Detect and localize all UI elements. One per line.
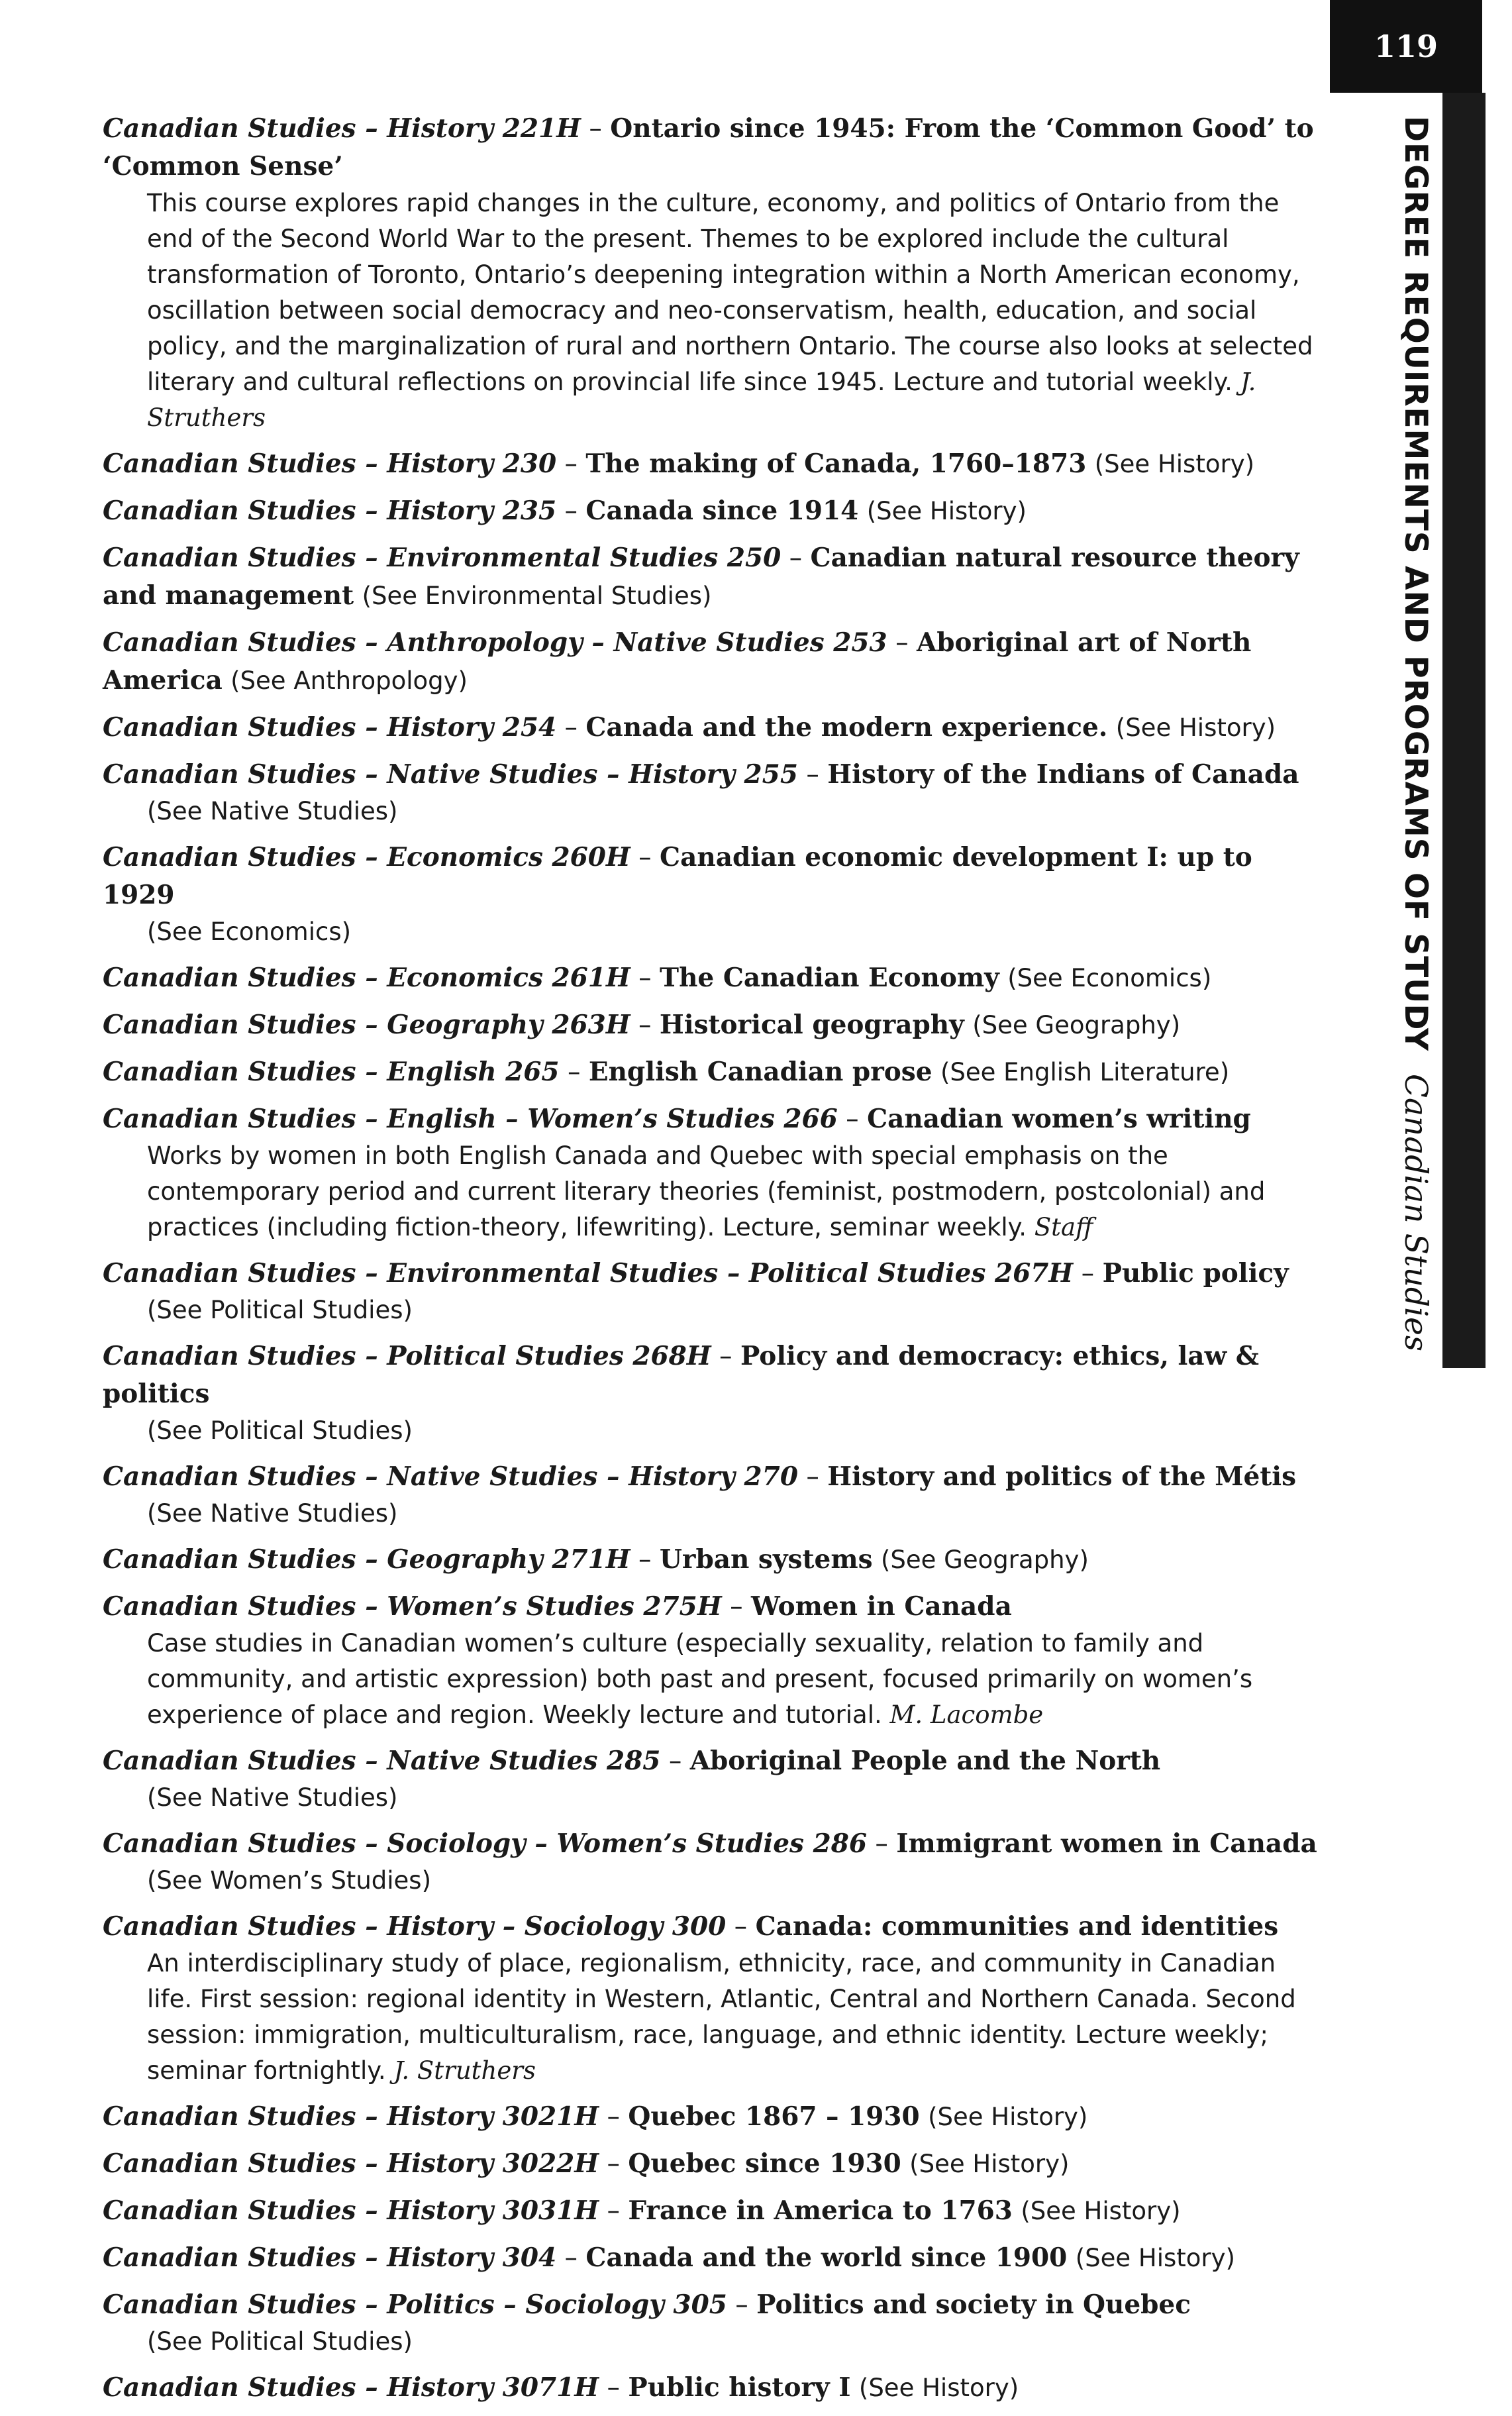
course-entry xyxy=(103,1588,1321,1733)
course-code: Canadian Studies – Native Studies – History 255 xyxy=(103,759,798,790)
course-code: Canadian Studies – Environmental Studies 250 xyxy=(103,543,781,573)
description-text: Case studies in Canadian women’s culture (especially sexuality, relation to family and community, and artistic expression) both past and present, focused primarily on women’s experience of place and region. Weekly lecture and tutorial. xyxy=(147,1629,1253,1729)
course-title: The Canadian Economy xyxy=(660,963,999,993)
course-heading: Canadian Studies – History 3021H – Quebec 1867 – 1930 (See History) xyxy=(103,2101,1088,2132)
page-number: 119 xyxy=(1330,0,1482,93)
course-heading: Canadian Studies – History 304 – Canada and the world since 1900 (See History) xyxy=(103,2242,1235,2273)
course-title: Policy and democracy: ethics, law & politics xyxy=(103,1341,1259,1409)
section-tab-bar xyxy=(1442,93,1486,1368)
course-entry xyxy=(103,2369,1321,2407)
course-heading: Canadian Studies – Geography 271H – Urban systems (See Geography) xyxy=(103,1544,1089,1575)
course-entry xyxy=(103,1255,1321,1328)
course-code: Canadian Studies – Environmental Studies – Political Studies 267H xyxy=(103,1258,1074,1288)
course-code: Canadian Studies – Anthropology – Native Studies 253 xyxy=(103,627,887,658)
section-heading: DEGREE REQUIREMENTS AND PROGRAMS OF STUDY xyxy=(1397,116,1434,1052)
see-reference: (See Economics) xyxy=(147,918,352,946)
course-entry xyxy=(103,1742,1321,1816)
course-code: Canadian Studies – History – Sociology 300 xyxy=(103,1911,727,1942)
course-heading: Canadian Studies – Political Studies 268H – Policy and democracy: ethics, law & politics xyxy=(103,1341,1259,1409)
description-text: This course explores rapid changes in the culture, economy, and politics of Ontario from the end of the Second World War to the present. Themes to be explored include the cultural transformation of Toronto, Ontario’s deepening integration within a North American economy, oscillation between social democracy and neo-conservatism, health, education, and social policy, and the marginalization of rural and northern Ontario. The course also looks at selected literary and cultural reflections on provincial life since 1945. Lecture and tutorial weekly. xyxy=(147,189,1313,396)
course-title: Women in Canada xyxy=(750,1591,1012,1622)
course-code: Canadian Studies – Geography 271H xyxy=(103,1544,630,1575)
instructor-name: J. Struthers xyxy=(393,2056,536,2085)
course-title: Aboriginal art of North America xyxy=(103,627,1252,696)
course-code: Canadian Studies – Geography 263H xyxy=(103,1010,630,1040)
instructor-name: Staff xyxy=(1034,1213,1093,1241)
course-entry xyxy=(103,2192,1321,2230)
course-entry xyxy=(103,1908,1321,2089)
see-reference: (See Environmental Studies) xyxy=(362,582,712,610)
course-title: Canada: communities and identities xyxy=(755,1911,1279,1942)
see-reference: (See History) xyxy=(866,497,1027,525)
course-code: Canadian Studies – History 3031H xyxy=(103,2195,599,2226)
course-entry xyxy=(103,2145,1321,2183)
course-entry xyxy=(103,959,1321,997)
see-reference: (See Political Studies) xyxy=(147,2327,413,2356)
see-reference: (See Anthropology) xyxy=(230,666,468,695)
course-entry xyxy=(103,1458,1321,1532)
see-reference: (See History) xyxy=(1075,2244,1235,2272)
see-reference: (See Economics) xyxy=(1007,964,1212,992)
see-reference: (See Native Studies) xyxy=(147,1783,398,1812)
course-heading: Canadian Studies – History 3071H – Public history I (See History) xyxy=(103,2372,1019,2403)
course-code: Canadian Studies – History 3021H xyxy=(103,2101,599,2132)
course-title: The making of Canada, 1760–1873 xyxy=(585,448,1087,479)
course-code: Canadian Studies – English 265 xyxy=(103,1057,560,1087)
course-description xyxy=(103,1138,1321,1245)
course-title: Canadian natural resource theory and management xyxy=(103,543,1299,611)
course-heading: Canadian Studies – Native Studies – History 270 – History and politics of the Métis xyxy=(103,1461,1297,1492)
course-title: France in America to 1763 xyxy=(628,2195,1013,2226)
course-code: Canadian Studies – Sociology – Women’s Studies 286 xyxy=(103,1828,867,1859)
course-heading: Canadian Studies – History 221H – Ontario since 1945: From the ‘Common Good’ to ‘Common Sense’ xyxy=(103,113,1314,182)
see-reference: (See Women’s Studies) xyxy=(147,1866,432,1895)
course-title: Quebec 1867 – 1930 xyxy=(628,2101,920,2132)
course-entry xyxy=(103,1541,1321,1579)
course-code: Canadian Studies – History 3071H xyxy=(103,2372,599,2403)
course-code: Canadian Studies – History 254 xyxy=(103,712,557,743)
description-text: An interdisciplinary study of place, regionalism, ethnicity, race, and community in Canadian life. First session: regional identity in Western, Atlantic, Central and Northern Canada. Second session: immigration, multiculturalism, race, language, and ethnic identity. Lecture weekly; seminar fortnightly. xyxy=(147,1949,1296,2085)
course-heading: Canadian Studies – Politics – Sociology 305 – Politics and society in Quebec xyxy=(103,2289,1191,2320)
course-heading: Canadian Studies – Economics 260H – Canadian economic development I: up to 1929 xyxy=(103,842,1252,910)
see-reference: (See History) xyxy=(1115,713,1276,742)
course-title: Aboriginal People and the North xyxy=(689,1746,1161,1776)
course-heading: Canadian Studies – English 265 – English Canadian prose (See English Literature) xyxy=(103,1057,1230,1087)
course-code: Canadian Studies – Economics 261H xyxy=(103,963,630,993)
course-entry xyxy=(103,492,1321,530)
course-heading: Canadian Studies – Native Studies 285 – Aboriginal People and the North xyxy=(103,1746,1161,1776)
course-heading: Canadian Studies – History – Sociology 300 – Canada: communities and identities xyxy=(103,1911,1279,1942)
see-reference: (See History) xyxy=(858,2374,1019,2402)
course-entry xyxy=(103,2239,1321,2277)
course-heading: Canadian Studies – Environmental Studies – Political Studies 267H – Public policy xyxy=(103,1258,1289,1288)
see-reference: (See Native Studies) xyxy=(147,1499,398,1528)
course-entry xyxy=(103,1338,1321,1449)
see-reference: (See Political Studies) xyxy=(147,1416,413,1445)
course-entry xyxy=(103,839,1321,950)
see-reference: (See Geography) xyxy=(880,1546,1089,1574)
see-reference: (See English Literature) xyxy=(940,1058,1230,1086)
course-title: History of the Indians of Canada xyxy=(827,759,1299,790)
course-entry xyxy=(103,2098,1321,2136)
course-list xyxy=(103,110,1321,2416)
course-code: Canadian Studies – English – Women’s Studies 266 xyxy=(103,1104,838,1134)
course-heading: Canadian Studies – Environmental Studies 250 – Canadian natural resource theory and management (See Environmental Studies) xyxy=(103,543,1299,611)
instructor-name: J. Struthers xyxy=(147,368,1256,432)
course-code: Canadian Studies – History 3022H xyxy=(103,2148,599,2179)
course-heading: Canadian Studies – Sociology – Women’s Studies 286 – Immigrant women in Canada xyxy=(103,1828,1317,1859)
course-title: Canada and the world since 1900 xyxy=(585,2242,1068,2273)
course-code: Canadian Studies – Native Studies 285 xyxy=(103,1746,661,1776)
course-entry xyxy=(103,709,1321,747)
course-title: Urban systems xyxy=(659,1544,873,1575)
course-title: Public history I xyxy=(628,2372,851,2403)
course-entry xyxy=(103,445,1321,483)
course-title: Canadian women’s writing xyxy=(867,1104,1251,1134)
see-reference: (See History) xyxy=(1094,450,1255,478)
course-description xyxy=(103,1946,1321,2089)
course-code: Canadian Studies – Native Studies – History 270 xyxy=(103,1461,798,1492)
see-reference: (See Political Studies) xyxy=(147,1296,413,1324)
instructor-name: M. Lacombe xyxy=(889,1701,1044,1729)
course-code: Canadian Studies – History 304 xyxy=(103,2242,557,2273)
course-entry xyxy=(103,1100,1321,1245)
course-heading: Canadian Studies – Anthropology – Native Studies 253 – Aboriginal art of North America (See Anthropology) xyxy=(103,627,1252,696)
course-title: English Canadian prose xyxy=(588,1057,932,1087)
course-entry xyxy=(103,1006,1321,1044)
course-code: Canadian Studies – Women’s Studies 275H xyxy=(103,1591,722,1622)
course-title: Quebec since 1930 xyxy=(628,2148,901,2179)
course-title: Immigrant women in Canada xyxy=(896,1828,1317,1859)
course-heading: Canadian Studies – Geography 263H – Historical geography (See Geography) xyxy=(103,1010,1181,1040)
course-title: Canada and the modern experience. xyxy=(585,712,1108,743)
course-title: Public policy xyxy=(1102,1258,1289,1288)
section-subheading: Canadian Studies xyxy=(1397,1074,1434,1352)
see-reference: (See Geography) xyxy=(972,1011,1181,1039)
course-title: Canadian economic development I: up to 1929 xyxy=(103,842,1252,910)
course-heading: Canadian Studies – Native Studies – History 255 – History of the Indians of Canada xyxy=(103,759,1299,790)
course-code: Canadian Studies – History 221H xyxy=(103,113,581,144)
see-reference: (See History) xyxy=(1021,2197,1181,2225)
course-code: Canadian Studies – History 230 xyxy=(103,448,557,479)
course-entry xyxy=(103,756,1321,829)
course-entry xyxy=(103,624,1321,700)
course-title: History and politics of the Métis xyxy=(827,1461,1297,1492)
course-entry xyxy=(103,1053,1321,1091)
course-description xyxy=(103,1626,1321,1733)
course-heading: Canadian Studies – History 3031H – France in America to 1763 (See History) xyxy=(103,2195,1181,2226)
course-description xyxy=(103,185,1321,436)
course-entry xyxy=(103,1825,1321,1899)
running-header xyxy=(1387,116,1434,1352)
course-title: Canada since 1914 xyxy=(585,496,859,526)
course-entry xyxy=(103,539,1321,615)
course-code: Canadian Studies – Political Studies 268H xyxy=(103,1341,711,1371)
course-heading: Canadian Studies – History 3022H – Quebec since 1930 (See History) xyxy=(103,2148,1070,2179)
see-reference: (See History) xyxy=(909,2150,1070,2178)
course-heading: Canadian Studies – History 254 – Canada and the modern experience. (See History) xyxy=(103,712,1276,743)
course-title: Ontario since 1945: From the ‘Common Good’ to ‘Common Sense’ xyxy=(103,113,1314,182)
course-heading: Canadian Studies – History 230 – The making of Canada, 1760–1873 (See History) xyxy=(103,448,1255,479)
course-entry xyxy=(103,110,1321,436)
course-heading: Canadian Studies – Women’s Studies 275H – Women in Canada xyxy=(103,1591,1012,1622)
description-text: Works by women in both English Canada and Quebec with special emphasis on the contemporary period and current literary theories (feminist, postmodern, postcolonial) and practices (including fiction-theory, lifewriting). Lecture, seminar weekly. xyxy=(147,1141,1266,1241)
course-heading: Canadian Studies – Economics 261H – The Canadian Economy (See Economics) xyxy=(103,963,1212,993)
course-code: Canadian Studies – Politics – Sociology 305 xyxy=(103,2289,727,2320)
course-heading: Canadian Studies – English – Women’s Studies 266 – Canadian women’s writing xyxy=(103,1104,1251,1134)
see-reference: (See Native Studies) xyxy=(147,797,398,825)
course-entry xyxy=(103,2286,1321,2360)
see-reference: (See History) xyxy=(928,2103,1088,2131)
course-code: Canadian Studies – Economics 260H xyxy=(103,842,630,872)
course-title: Politics and society in Quebec xyxy=(756,2289,1191,2320)
course-title: Historical geography xyxy=(659,1010,964,1040)
course-heading: Canadian Studies – History 235 – Canada since 1914 (See History) xyxy=(103,496,1027,526)
course-code: Canadian Studies – History 235 xyxy=(103,496,557,526)
